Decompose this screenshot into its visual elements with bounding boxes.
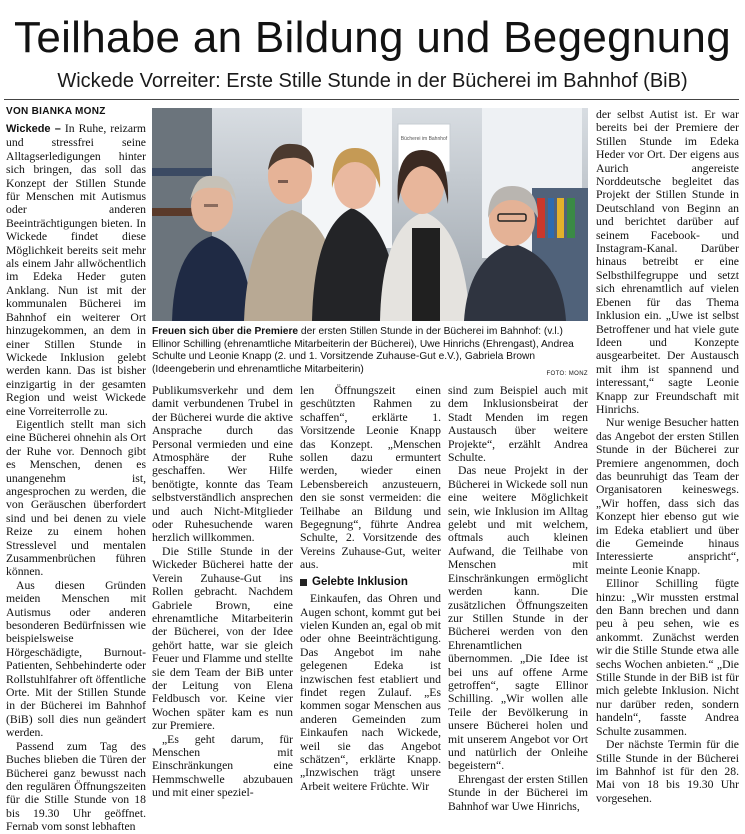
paragraph-text: In Ruhe, reizarm und stressfrei seine Alltagserledigungen hinter sich bringen, das soll das Konzept der Stillen Stunde für Menschen mit Autismus oder anderen Beeinträchtigungen bieten. In Wickede findet diese Möglichkeit bereits seit mehr als einem Jahr allwöchentlich im Edeka Heder guten Anklang. Nun ist mit der kommunalen Bücherei im Bahnhof ein weiterer Ort hinzugekommen, an dem in einer Stillen Stunde in Wickede Inklusion gelebt werden kann. Das ist bisher einzigartig in der gesamten Region und weist Wickede eine Vorreiterrolle zu. (6, 122, 146, 418)
headline: Teilhabe an Bildung und Begegnung (14, 13, 731, 62)
square-bullet-icon (300, 579, 307, 586)
paragraph: Eigentlich stellt man sich eine Bücherei ohnehin als Ort der Ruhe vor. Dennoch gibt es Menschen, denen es unangenehm ist, angesprochen zu werden, die von Geräuschen überfordert sind und bei denen zu viele Reize zu einem hohen Stresslevel und mentalen Zusammenbrüchen führen können. (6, 417, 146, 579)
paragraph: Aus diesen Gründen meiden Menschen mit Autismus oder anderen besonderen Bedürfnissen wie beispielsweise Hörgeschädigte, Burnout-Patienten, Sehbehinderte oder Rollstuhlfahrer oft öffentliche Orte. Mit der Stillen Stunde in der Bücherei im Bahnhof (BiB) soll dies nun geändert werden. (6, 578, 146, 740)
paragraph: „Es geht darum, für Menschen mit Einschränkungen eine Hemmschwelle abzubauen und mit einer speziel- (152, 732, 293, 800)
crossheading (300, 576, 441, 589)
dateline: Wickede – (6, 123, 61, 135)
paragraph: len Öffnungszeit einen geschützten Rahmen zu schaffen“, erklärte 1. Vorsitzende Leonie Knapp das Konzept. „Menschen sollen dazu ermuntert werden, wieder einen Lebensbereich anzusteuern, den sie sonst vermeiden: die Teilhabe an Bildung und Begegnung“, führte Andrea Schulte, 2. Vorsitzende des Vereins Zuhause-Gut, weiter aus. (300, 384, 441, 572)
paragraph: Das neue Projekt in der Bücherei in Wickede soll nun eine weitere Möglichkeit sein, wie Inklusion im Alltag gelebt und mit welchem, oftmals auch kleinen Aufwand, die Teilhabe von Menschen mit Einschränkungen ermöglicht werden kann. Die zusätzlichen Öffnungszeiten zur Stillen Stunde in der Bücherei werden von den Ehrenamtlichen übernommen. „Die Idee ist bei uns auf offene Arme getroffen“, sagte Ellinor Schilling. „Wir wollen alle Teile der Bevölkerung in unsere Bücherei holen und mit unserem Angebot vor Ort und natürlich der Onleihe begeistern“. (448, 464, 588, 773)
article-column-4 (448, 384, 588, 813)
paragraph: sind zum Beispiel auch mit dem Inklusionsbeirat der Stadt Menden im regen Austausch über weitere Projekte“, erzählt Andrea Schulte. (448, 384, 588, 465)
byline: VON BIANKA MONZ (6, 106, 106, 117)
caption-text: der ersten Stillen Stunde in der Bücherei im Bahnhof: (v.l.) Ellinor Schilling (ehrenamtliche Mitarbeiterin der Bücherei), Uwe Hinrichs (Ehrengast), Andrea Schulte und Leonie Knapp (2. und 1. Vorsitzende Zuhause-Gut e.V.), Gabriela Brown (Ideengeberin und ehrenamtliche Mitarbeiterin) (152, 326, 574, 375)
paragraph: Nur wenige Besucher hatten das Angebot der ersten Stillen Stunde in der Bücherei zur Premiere angenommen, doch das beunruhigt das Team der Organisatoren keineswegs. „Wir hoffen, dass sich das Konzept hier ebenso gut wie im Edeka etabliert und über die Gemeinde hinaus Interessierte anspricht“, meinte Leonie Knapp. (596, 416, 739, 577)
article-column-2 (152, 384, 293, 800)
article-photo (152, 108, 588, 321)
paragraph: Passend zum Tag des Buches blieben die Türen der Bücherei ganz bewusst nach den regulären Öffnungszeiten für die Stille Stunde von 18 bis 19.30 Uhr geöffnet. Fernab vom sonst lebhaften (6, 739, 146, 834)
article-column-1 (6, 122, 146, 834)
paragraph (6, 122, 146, 418)
paragraph: Einkaufen, das Ohren und Augen schont, kommt gut bei vielen Kunden an, egal ob mit oder ohne Beeinträchtigung. Das Angebot im nahe gelegenen Edeka ist inzwischen fest etabliert und findet regen Zulauf. „Es kommen sogar Menschen aus anderen Gemeinden zum Einkaufen nach Wickede, weil sie das Angebot schätzen“, erklärte Knapp. „Inzwischen trägt unsere Arbeit weitere Früchte. Wir (300, 592, 441, 793)
photo-caption (152, 326, 588, 380)
sign-text-top: Bücherei im Bahnhof (400, 136, 448, 142)
paragraph: Publikumsverkehr und dem damit verbundenen Trubel in der Bücherei wurde die aktive Ansprache durch das Personal vermieden und eine Atmosphäre der Ruhe geschaffen. Wer Hilfe benötigte, konnte das Team selbstverständlich ansprechen und auch Nicht-Mitglieder oder Ruhesuchende waren herzlich willkommen. (152, 384, 293, 545)
paragraph: Ellinor Schilling fügte hinzu: „Wir mussten erstmal den Bann brechen und dann peu à peu sehen, wie es ankommt. Zunächst werden wir die Stille Stunde etwa alle sechs Wochen anbieten.“ „Die Stille Stunde in der BiB ist für mich gelebte Inklusion. Nicht nur darüber reden, sondern handeln“, fasste Andrea Schulte zusammen. (596, 577, 739, 738)
article-column-3 (300, 384, 441, 793)
group-photo-illustration (152, 108, 588, 321)
paragraph: Die Stille Stunde in der Wickeder Bücherei hatte der Verein Zuhause-Gut ins Rollen gebracht. Nachdem Gabriele Brown, eine ehrenamtliche Mitarbeiterin der Bücherei, von der Idee gehört hatte, war sie gleich Feuer und Flamme und stellte sie dem Team der BiB unter der Leitung von Elena Feldbusch vor. Keine vier Wochen später kam es nun zur Premiere. (152, 544, 293, 733)
article-column-5 (596, 108, 739, 805)
paragraph: Der nächste Termin für die Stille Stunde in der Bücherei im Bahnhof ist für den 28. Mai von 18 bis 19.30 Uhr vorgesehen. (596, 738, 739, 805)
paragraph: der selbst Autist ist. Er war bereits bei der Premiere der Stillen Stunde im Edeka Heder vor Ort. Der eigens aus Aurich angereiste Norddeutsche begleitet das Projekt der Stillen Stunde in Deutschland von Beginn an und berichtet darüber auf seinem Facebook- und Instagram-Kanal. Darüber hinaus betreibt er eine Selbsthilfegruppe und setzt sich ehrenamtlich auf vielen Ebenen für das Thema Inklusion ein. „Uwe ist selbst Betroffener und hat viele gute Ideen und Konzepte ausgearbeitet. Der Austausch mit ihm ist spannend und interessant,“ sagte Leonie Knapp zur Freundschaft mit Hinrichs. (596, 108, 739, 416)
photo-credit: FOTO: MONZ (546, 370, 588, 377)
header-rule (4, 99, 739, 100)
caption-lead: Freuen sich über die Premiere (152, 326, 299, 337)
paragraph: Ehrengast der ersten Stillen Stunde in der Bücherei im Bahnhof war Uwe Hinrichs, (448, 772, 588, 813)
crossheading-text: Gelebte Inklusion (312, 575, 408, 588)
subheadline: Wickede Vorreiter: Erste Stille Stunde in der Bücherei im Bahnhof (BiB) (57, 70, 688, 92)
